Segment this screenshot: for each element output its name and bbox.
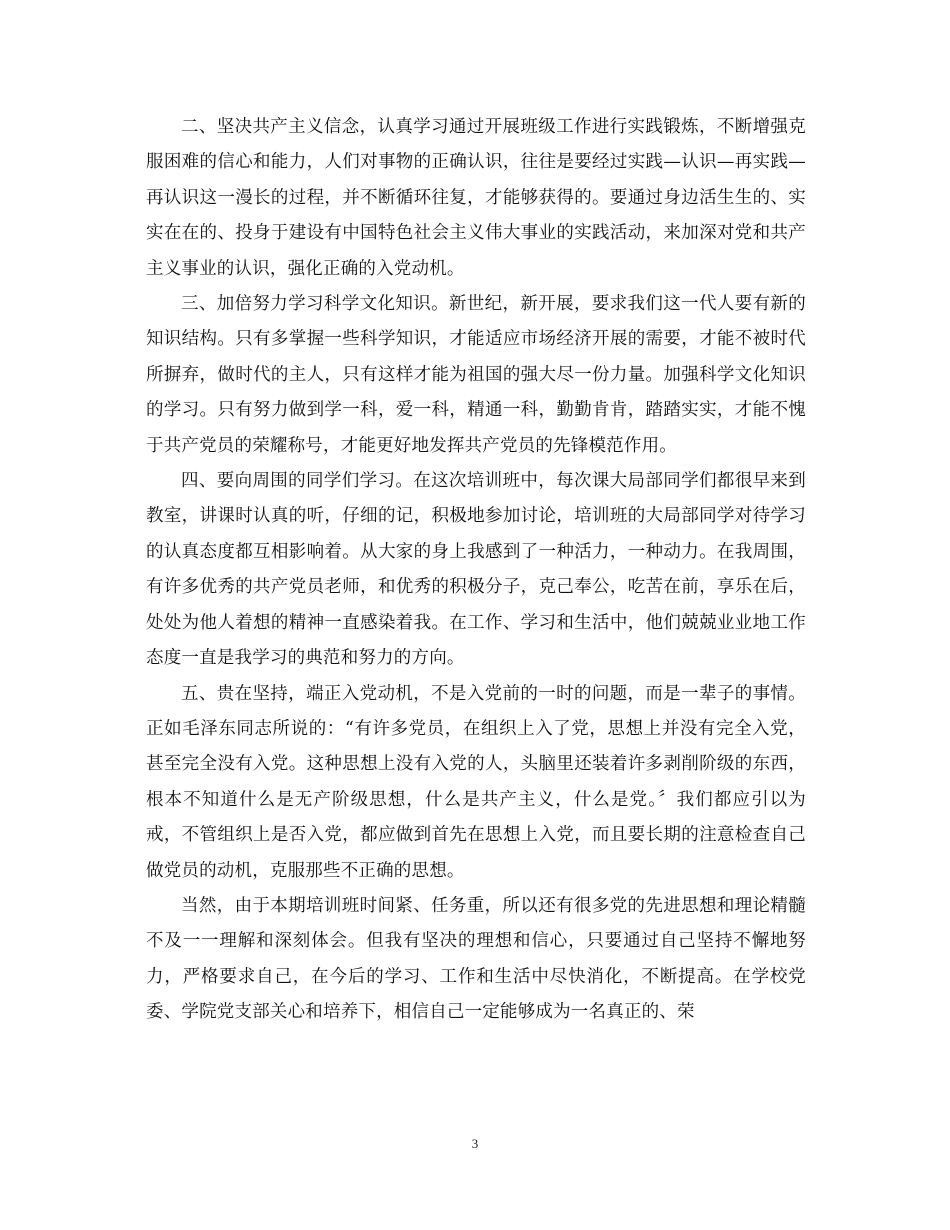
paragraph-5: 五、贵在坚持，端正入党动机，不是入党前的一时的问题，而是一辈子的事情。正如毛泽东同志所说的：“有许多党员，在组织上入了党，思想上并没有完全入党，甚至完全没有入党。这种思想上没有入党的人，头脑里还装着许多剥削阶级的东西，根本不知道什么是无产阶级思想，什么是共产主义，什么是党。〞我们都应引以为戒，不管组织上是否入党，都应做到首先在思想上入党，而且要长期的注意检查自己做党员的动机，克服那些不正确的思想。 <box>146 683 806 881</box>
document-body <box>146 110 806 1031</box>
paragraph-conclusion: 当然，由于本期培训班时间紧、任务重，所以还有很多党的先进思想和理论精髓不及一一理解和深刻体会。但我有坚决的理想和信心，只要通过自己坚持不懈地努力，严格要求自己，在今后的学习、工作和生活中尽快消化，不断提高。在学校党委、学院党支部关心和培养下，相信自己一定能够成为一名真正的、荣 <box>146 895 806 1023</box>
paragraph-4: 四、要向周围的同学们学习。在这次培训班中，每次课大局部同学们都很早来到教室，讲课时认真的听，仔细的记，积极地参加讨论，培训班的大局部同学对待学习的认真态度都互相影响着。从大家的身上我感到了一种活力，一种动力。在我周围，有许多优秀的共产党员老师，和优秀的积极分子，克己奉公，吃苦在前，享乐在后，处处为他人着想的精神一直感染着我。在工作、学习和生活中，他们兢兢业业地工作态度一直是我学习的典范和努力的方向。 <box>146 471 806 669</box>
page-number: 3 <box>471 1136 479 1151</box>
paragraph-2: 二、坚决共产主义信念，认真学习通过开展班级工作进行实践锻炼，不断增强克服困难的信心和能力，人们对事物的正确认识，往往是要经过实践—认识—再实践—再认识这一漫长的过程，并不断循环往复，才能够获得的。要通过身边活生生的、实实在在的、投身于建设有中国特色社会主义伟大事业的实践活动，来加深对党和共产主义事业的认识，强化正确的入党动机。 <box>146 117 806 279</box>
paragraph-3: 三、加倍努力学习科学文化知识。新世纪，新开展，要求我们这一代人要有新的知识结构。只有多掌握一些科学知识，才能适应市场经济开展的需要，才能不被时代所摒弃，做时代的主人，只有这样才能为祖国的强大尽一份力量。加强科学文化知识的学习。只有努力做到学一科，爱一科，精通一科，勤勤肯肯，踏踏实实，才能不愧于共产党员的荣耀称号，才能更好地发挥共产党员的先锋模范作用。 <box>146 294 806 456</box>
